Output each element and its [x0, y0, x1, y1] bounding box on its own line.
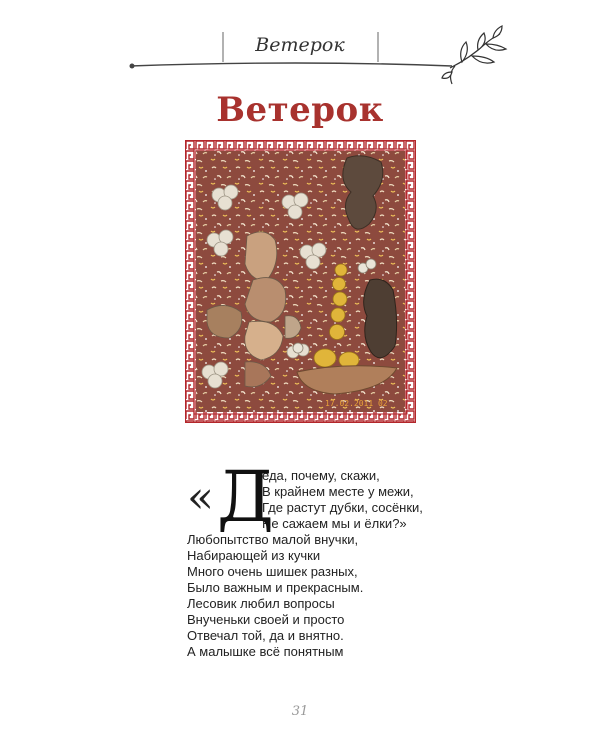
- photo-date-stamp: 17.02.2011 02: [325, 399, 388, 408]
- pebble-mosaic-picture: [185, 140, 416, 423]
- poem-line: Где растут дубки, сосёнки,: [262, 500, 423, 515]
- poem-line: Внученьки своей и просто: [187, 612, 345, 627]
- page-title: Ветерок: [216, 90, 384, 130]
- poem-line: Отвечал той, да и внятно.: [187, 628, 344, 643]
- page-number: 31: [291, 704, 309, 719]
- poem: [187, 456, 507, 660]
- leaf-branch-icon: [442, 26, 506, 84]
- poem-line: Любопытство малой внучки,: [187, 532, 359, 547]
- running-title: Ветерок: [255, 34, 345, 56]
- poem-line: В крайнем месте у межи,: [262, 484, 414, 499]
- poem-line: Много очень шишек разных,: [187, 564, 358, 579]
- poem-line: А малышке всё понятным: [187, 644, 344, 659]
- dropcap-quote: «: [187, 472, 214, 523]
- poem-line: Было важным и прекрасным.: [187, 580, 364, 595]
- poem-line: Не сажаем мы и ёлки?»: [262, 516, 407, 531]
- poem-line: еда, почему, скажи,: [262, 468, 380, 483]
- poem-line: Набирающей из кучки: [187, 548, 321, 563]
- running-header: [0, 0, 600, 90]
- dropcap-letter: Д: [217, 456, 274, 538]
- poem-line: Лесовик любил вопросы: [187, 596, 335, 611]
